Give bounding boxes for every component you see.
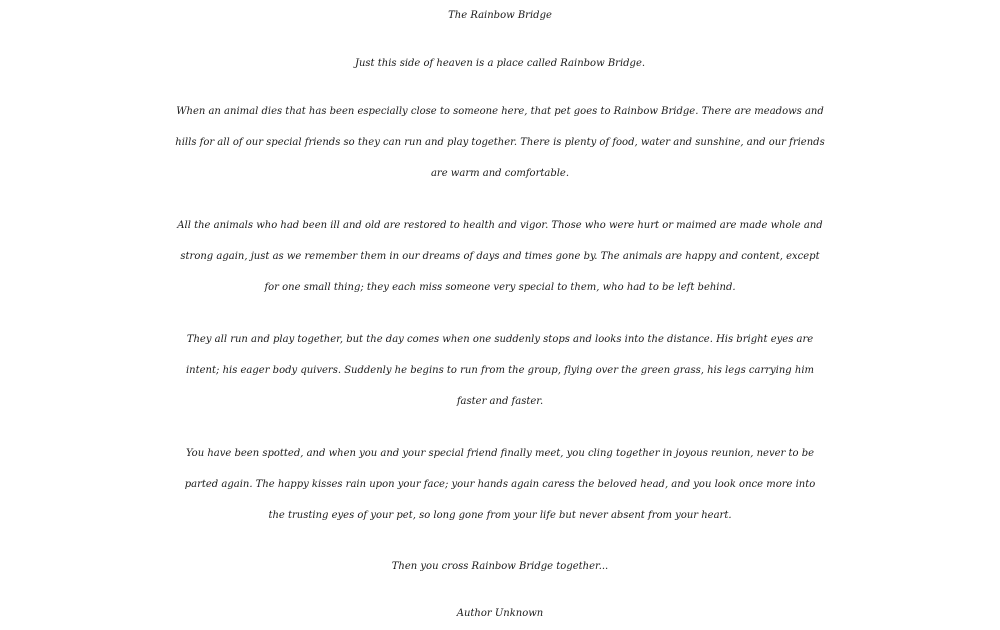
paragraph-2 <box>0 210 1000 303</box>
poem-author: Author Unknown <box>456 608 544 619</box>
paragraph-3-line-2: intent; his eager body quivers. Suddenly he begins to run from the group, flying over the green grass, his legs carrying him <box>185 365 814 376</box>
paragraph-4-line-2: parted again. The happy kisses rain upon your face; your hands again caress the beloved head, and you look once more into <box>184 479 816 490</box>
paragraph-4-line-1: You have been spotted, and when you and your special friend finally meet, you cling together in joyous reunion, never to be <box>185 448 815 459</box>
paragraph-3 <box>0 324 1000 417</box>
poem-intro: Just this side of heaven is a place called Rainbow Bridge. <box>354 58 646 69</box>
poem-title: The Rainbow Bridge <box>448 10 552 21</box>
paragraph-1-line-1: When an animal dies that has been especially close to someone here, that pet goes to Rainbow Bridge. There are meadows and <box>176 106 824 117</box>
paragraph-2-line-3: for one small thing; they each miss someone very special to them, who had to be left behind. <box>264 282 736 293</box>
paragraph-1 <box>0 96 1000 189</box>
paragraph-4 <box>0 438 1000 531</box>
paragraph-2-line-2: strong again, just as we remember them in our dreams of days and times gone by. The animals are happy and content, except <box>180 251 820 262</box>
paragraph-3-line-3: faster and faster. <box>456 396 544 407</box>
paragraph-1-line-3: are warm and comfortable. <box>430 168 570 179</box>
paragraph-4-line-3: the trusting eyes of your pet, so long gone from your life but never absent from your heart. <box>268 510 732 521</box>
paragraph-1-line-2: hills for all of our special friends so they can run and play together. There is plenty of food, water and sunshine, and our friends <box>175 137 825 148</box>
paragraph-3-line-1: They all run and play together, but the day comes when one suddenly stops and looks into the distance. His bright eyes are <box>186 334 814 345</box>
paragraph-2-line-1: All the animals who had been ill and old are restored to health and vigor. Those who were hurt or maimed are made whole and <box>177 220 823 231</box>
poem-closing: Then you cross Rainbow Bridge together... <box>391 561 609 572</box>
